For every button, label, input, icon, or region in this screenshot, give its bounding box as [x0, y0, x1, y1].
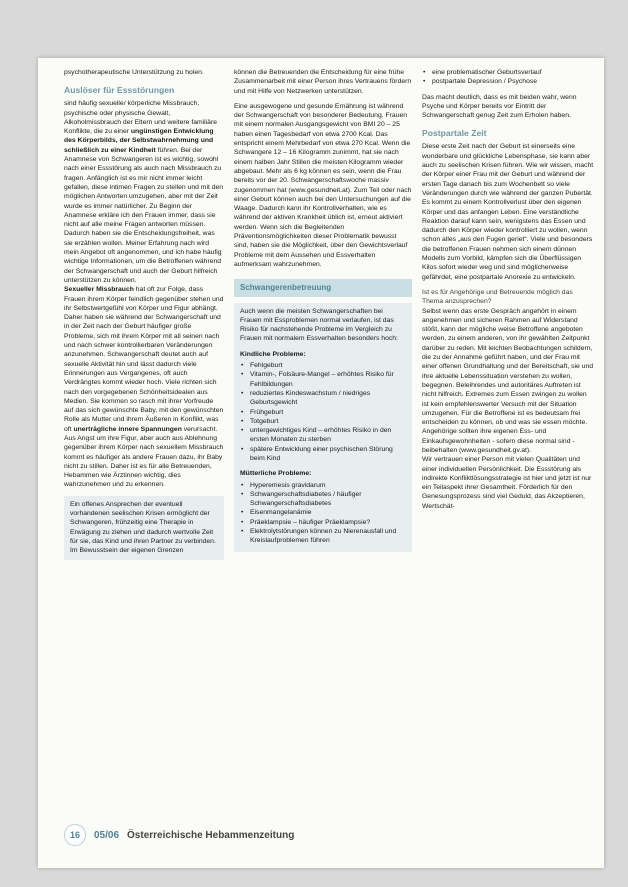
subheading-child-problems: Kindliche Probleme:: [240, 350, 306, 358]
section-title-bar: Schwangerenbetreuung: [234, 279, 412, 296]
birth-problems-list: [422, 68, 594, 87]
paragraph: Diese erste Zeit nach der Geburt ist einerseits eine wunderbare und glückliche Lebensphase, sie kann aber auch zu seelischen Krisen führen. Wie wir wissen, macht der Körper einer Frau mit der Geburt und während der ersten Tage danach bis zum Wochenbett so viele Veränderungen durch wie während der ganzen Pubertät. Es kommt zu einem Kontrollverlust über den eigenen Körper und das anfangen Leben. Eine verständliche Reaktion darauf kann sein, wenigstens das Essen und dadurch den Körper wieder kontrolliert zu wollen, wenn schon alles „aus den Fugen geriet“. Viele und besonders die betroffenen Frauen nehmen sich einem dünnen Modells zum Vorbild, kämpfen sich die Überflüssigen Kilos sofort wieder weg und sind möglicherweise gefährdet, eine postpartale Anorexie zu entwickeln.: [422, 143, 594, 281]
question-text: Ist es für Angehörige und Betreuende möglich das Thema anzusprechen?: [422, 288, 573, 306]
paragraph: Wir vertrauen einer Person mit vielen Qualitäten und einer individuellen Persönlichkeit. Die Essstörung als indirekte Konfliktlösungsstrategie ist hier und jetzt ist nur ein Teilaspekt ihrer Gesamtheit. Förderlich für den Genesungsprozess sind viel Geduld, das Akzeptieren, Wertschät-: [422, 456, 592, 510]
child-problems-list: [240, 361, 406, 463]
magazine-page: [38, 58, 604, 868]
list-item: • Präeklampsie – häufiger Präeklampsie?: [240, 518, 406, 527]
list-item: • Eisenmangelanämie: [240, 508, 406, 517]
column-right: [422, 68, 594, 511]
list-item: • spätere Entwicklung einer psychischen Störung beim Kind: [240, 445, 406, 464]
mother-problems-list: [240, 481, 406, 546]
list-item: • untergewichtiges Kind – erhöhtes Risiko in den ersten Monaten zu sterben: [240, 426, 406, 445]
panel-intro: Auch wenn die meisten Schwangerschaften bei Frauen mit Essproblemen normal verlaufen, ist das Risiko für nachstehende Probleme im Vergleich zu Frauen mit normalem Essverhalten besonders hoch:: [240, 307, 398, 343]
list-item: • postpartale Depression / Psychose: [422, 77, 594, 86]
list-item: • Elektrolytstörungen können zu Nierenausfall und Kreislaufproblemen führen: [240, 527, 406, 546]
paragraph: können die Betreuenden die Entscheidung für eine frühe Zusammenarbeit mit einer Person ihres Vertrauens fördern und mit Hilfe von Netzwerken unterstützen.: [234, 69, 412, 95]
paragraph: Das macht deutlich, dass es mit beiden wahr, wenn Psyche und Körper bereits vor Eintritt der Schwangerschaft genug Zeit zum Erholen haben.: [422, 93, 577, 120]
list-item: • Frühgeburt: [240, 408, 406, 417]
page-number: 16: [64, 824, 86, 846]
page-footer: [64, 824, 294, 846]
list-item: • eine problematischer Geburtsverlauf: [422, 68, 594, 77]
list-item: • Vitamin-, Folsäure-Mangel – erhöhtes Risiko für Fehlbildungen: [240, 370, 406, 389]
issue-number: 05/06: [94, 829, 120, 841]
paragraph: sind häufig sexuelle/ körperliche Missbrauch, psychische oder physische Gewalt, Alkoholmissbrauch der Eltern und weitere familiäre Konflikte, die zu einer ungünstigen Entwicklung des Körperbilds, der Selbstwahrnehmung und schließlich zu einer Kindheit führen. Bei der Anamnese von Schwangeren ist es wichtig, sowohl nach einer Essstörung als auch nach Missbrauch zu fragen. Anfänglich ist es mir nicht immer leicht gefallen, diese intimen Fragen zu stellen und mit den möglichen Antworten umzugehen, aber mit der Zeit wurde es immer natürlicher. Zu Beginn der Anamnese erkläre ich den Frauen immer, dass sie nicht auf alle meine Fragen antworten müssen. Dadurch haben sie die Entscheidungsfreiheit, was sie erzählen wollen. Meiner Erfahrung nach wird mein Angebot oft angenommen, und ich habe häufig wichtige Informationen, um die Betroffenen während der Schwangerschaft und auch der Geburt hilfreich unterstützen zu können.: [64, 100, 224, 284]
paragraph: Selbst wenn das erste Gespräch angehört in einem angenehmen und sicheren Rahmen auf Widerstand stößt, kann der mögliche weise Betroffene angeboten werden, zu einem anderen, von ihr gewählten Zeitpunkt darüber zu reden. Mit leichten Beobachtungen schildern, die zu der Annahme geführt haben, und der Frau mit einer offenen Grundhaltung und der Bereitschaft, sie und ihre aktuelle Lebenssituation verstehen zu wollen, begegnen. Beleihrendes und autoritäres Auftreten ist nicht hilfreich. Extremes zum Essen zwingen zu wollen ist kein empfehlenswerter Versuch mit der Situation umzugehen. Für die Betroffene ist es bedeutsam frei entscheiden zu können, ob und was sie essen möchte. Angehörige sollten ihre eigenen Ess- und Einkaufsgewohnheiten - sofern diese normal sind - beibehalten (www.gesundheit.gv.at).: [422, 307, 594, 454]
highlight-box: Ein offenes Ansprechen der eventuell vorhandenen seelischen Krisen ermöglicht der Schwangeren, frühzeitig eine Therapie in Erwägung zu ziehen und dadurch wertvolle Zeit für sie, das Kind und ihren Partner zu verbinden. Im Bewusstsein der eigenen Grenzen: [64, 496, 224, 560]
paragraph: psychotherapeutische Unterstützung zu holen.: [64, 69, 204, 76]
paragraph: Eine ausgewogene und gesunde Ernährung ist während der Schwangerschaft von besonderer Bedeutung. Frauen mit einem normalen Ausgangsgewicht von BMI 20 – 25 haben einen Tagesbedarf von etwa 2700 Kcal. Das entspricht einem Mehrbedarf von etwa 270 Kcal. Wenn die Schwangere 12 – 16 Kilogramm zunimmt, hat sie nach einem halben Jahr Stillen die meisten Kilogramm wieder abgebaut. Mehr als 6 kg können es sein, wenn die Frau bereits vor der 20. Schwangerschaftswoche massiv zugenommen hat (www.gesundheit.at). Zum Teil oder nach einer Geburt können auch bei den Untersuchungen auf die Waage. Dadurch kann ihr Kontrollverhalten, wie es während der aktiven Krankheit üblich ist, erneut aktiviert werden. Wenn sich die Begleitenden Präventionsmöglichkeiten dieser Problematik bewusst sind, haben sie die Möglichkeit, über den Gewichtsverlauf Probleme mit dem Aussehen und Essverhalten aufmerksam wahrzunehmen.: [234, 102, 412, 268]
section-heading-triggers: Auslöser für Essstörungen: [64, 85, 175, 96]
list-item: • reduziertes Kindeswachstum / niedriges Geburtsgewicht: [240, 389, 406, 408]
paragraph: Sexueller Missbrauch hat oft zur Folge, dass Frauen ihrem Körper feindlich gegenüber stehen und ihr Selbstwertgefühl von Körper und Figur abhängt. Daher haben sie während der Schwangerschaft und in der Zeit nach der Geburt häufiger große Probleme, sich mit ihrem Körper mit all seinen nach und nach schwer kontrollierbaren Veränderungen anzunehmen. Schwangerschaft deutet auch auf sexuelle Aktivität hin und lässt dadurch viele Erinnerungen aus Vergangenes, oft auch Verdrängtes kommt wieder hoch. Viele richten sich nach den vorgegebenen Schönheitsidealen aus Medien. Sie kommen so rasch mit ihrer Vorfreude auf das sich gewünschte Baby, mit den gewünschten Rolle als Mutter und ihrem Äußeren in Konflikt, was oft unerträgliche innere Spannungen verursacht. Aus Angst um ihre Figur, aber auch aus Ablehnung gegenüber ihrem Körper nach sexuellem Missbrauch kommt es häufiger als andere Frauen dazu, ihr Baby nicht zu stillen. Daher ist es für alle Betreuenden, Hebammen wie Ärztinnen wichtig, dies wahrzunehmen und zu erkennen.: [64, 286, 224, 489]
list-item: • Hyperemesis gravidarum: [240, 481, 406, 490]
list-item: • Totgeburt: [240, 417, 406, 426]
journal-title: Österreichische Hebammenzeitung: [127, 829, 295, 841]
section-heading-postpartum: Postpartale Zeit: [422, 128, 487, 139]
risk-panel: [234, 303, 412, 552]
subheading-mother-problems: Mütterliche Probleme:: [240, 470, 312, 478]
column-middle: [234, 68, 412, 552]
list-item: • Fehlgeburt: [240, 361, 406, 370]
list-item: • Schwangerschaftsdiabetes / häufiger Schwangerschaftsdiabetes: [240, 490, 406, 509]
column-left: [64, 68, 224, 560]
